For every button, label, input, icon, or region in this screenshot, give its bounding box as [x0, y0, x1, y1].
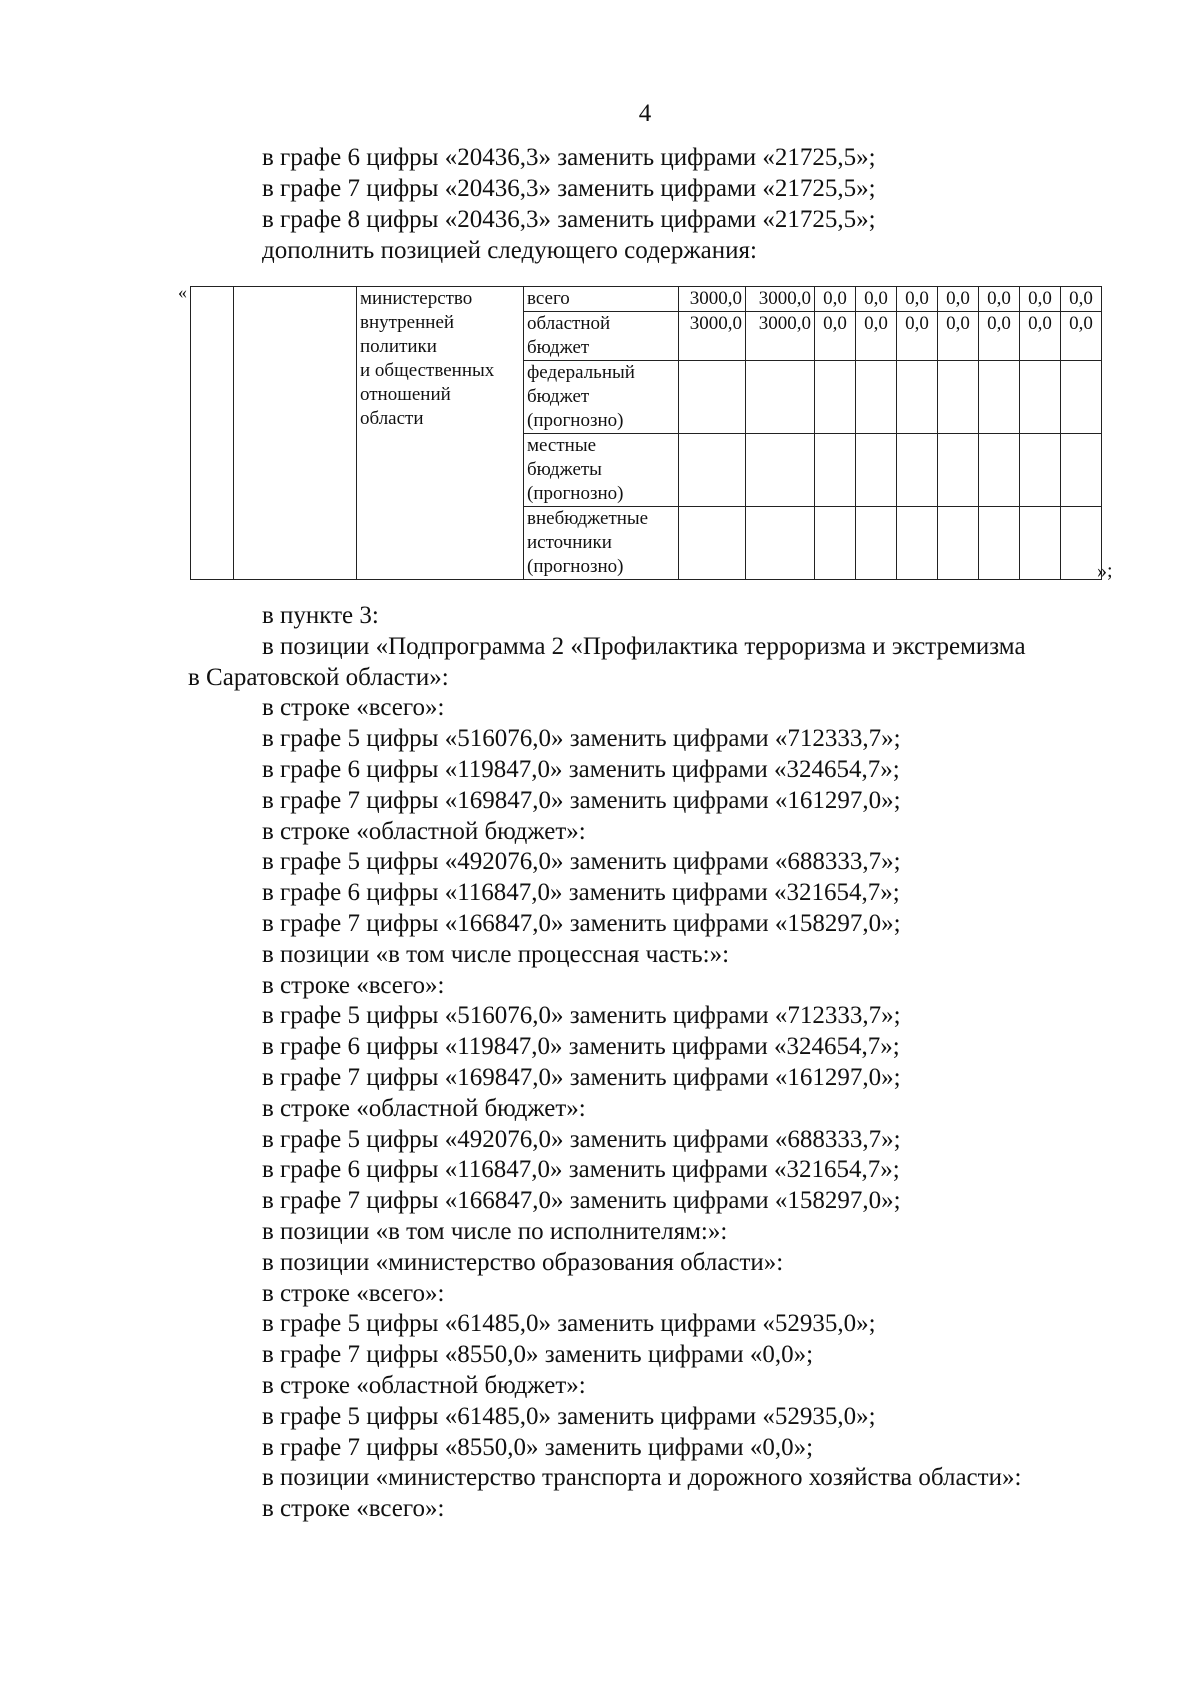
- body-line: в Саратовской области»:: [188, 663, 449, 691]
- body-line: в позиции «в том числе по исполнителям:»:: [262, 1218, 728, 1245]
- body-line: в строке «областной бюджет»:: [262, 817, 586, 845]
- value-cell: [679, 434, 746, 507]
- value-cell: [938, 434, 979, 507]
- body-line: в позиции «министерство образования области»:: [262, 1248, 784, 1276]
- intro-line: в графе 7 цифры «20436,3» заменить цифрами «21725,5»;: [262, 175, 876, 202]
- body-line: в графе 7 цифры «166847,0» заменить цифрами «158297,0»;: [262, 910, 901, 937]
- value-cell: [897, 507, 938, 580]
- body-line: в позиции «министерство транспорта и дорожного хозяйства области»:: [262, 1464, 1022, 1492]
- value-cell: 0,0: [1061, 312, 1102, 361]
- value-cell: 0,0: [979, 312, 1020, 361]
- value-cell: [1020, 361, 1061, 434]
- body-line: в строке «областной бюджет»:: [262, 1372, 586, 1399]
- value-cell: 3000,0: [679, 287, 746, 312]
- value-cell: 0,0: [856, 287, 897, 312]
- value-cell: 3000,0: [746, 312, 815, 361]
- body-line: в графе 5 цифры «61485,0» заменить цифрами «52935,0»;: [262, 1310, 876, 1338]
- body-line: в графе 5 цифры «492076,0» заменить цифрами «688333,7»;: [262, 1125, 901, 1153]
- value-cell: [856, 434, 897, 507]
- value-cell: 0,0: [815, 312, 856, 361]
- table-close-quote: »;: [1097, 560, 1113, 582]
- value-cell: 0,0: [938, 287, 979, 312]
- value-cell: 0,0: [897, 287, 938, 312]
- value-cell: [856, 361, 897, 434]
- value-cell: [979, 361, 1020, 434]
- body-line: в графе 6 цифры «119847,0» заменить цифрами «324654,7»;: [262, 756, 900, 783]
- value-cell: 0,0: [1020, 287, 1061, 312]
- value-cell: 0,0: [979, 287, 1020, 312]
- page-number: 4: [638, 100, 652, 127]
- body-line: в графе 5 цифры «61485,0» заменить цифрами «52935,0»;: [262, 1402, 876, 1430]
- body-line: в графе 6 цифры «116847,0» заменить цифрами «321654,7»;: [262, 879, 900, 907]
- value-cell: 3000,0: [746, 287, 815, 312]
- executor-cell: министерство внутренней политики и общественных отношений области: [357, 287, 524, 580]
- value-cell: [856, 507, 897, 580]
- value-cell: [1061, 434, 1102, 507]
- body-line: в графе 5 цифры «492076,0» заменить цифрами «688333,7»;: [262, 848, 901, 876]
- funding-source-cell: внебюджетные источники (прогнозно): [524, 507, 679, 580]
- value-cell: 0,0: [1020, 312, 1061, 361]
- value-cell: [938, 507, 979, 580]
- value-cell: [1061, 361, 1102, 434]
- body-line: в графе 7 цифры «169847,0» заменить цифрами «161297,0»;: [262, 1064, 901, 1091]
- value-cell: 0,0: [856, 312, 897, 361]
- body-line: в графе 7 цифры «169847,0» заменить цифрами «161297,0»;: [262, 786, 901, 814]
- value-cell: [746, 361, 815, 434]
- intro-line: дополнить позицией следующего содержания:: [262, 237, 757, 264]
- value-cell: [746, 434, 815, 507]
- funding-source-cell: всего: [524, 287, 679, 312]
- funding-source-cell: областной бюджет: [524, 312, 679, 361]
- value-cell: [815, 507, 856, 580]
- value-cell: [679, 361, 746, 434]
- body-line: в строке «областной бюджет»:: [262, 1094, 586, 1122]
- table-row: [191, 287, 1102, 312]
- value-cell: [679, 507, 746, 580]
- value-cell: 0,0: [897, 312, 938, 361]
- body-line: в графе 7 цифры «8550,0» заменить цифрами «0,0»;: [262, 1433, 814, 1461]
- blank-name-cell: [234, 287, 357, 580]
- value-cell: [938, 361, 979, 434]
- body-line: в строке «всего»:: [262, 1279, 445, 1307]
- value-cell: 0,0: [938, 312, 979, 361]
- value-cell: [746, 507, 815, 580]
- body-line: в строке «всего»:: [262, 1495, 445, 1523]
- value-cell: [815, 361, 856, 434]
- value-cell: 0,0: [815, 287, 856, 312]
- table-open-quote: «: [178, 282, 187, 302]
- body-line: в позиции «Подпрограмма 2 «Профилактика терроризма и экстремизма: [262, 632, 1026, 660]
- inserted-position-table: [190, 286, 1102, 580]
- body-line: в графе 6 цифры «119847,0» заменить цифрами «324654,7»;: [262, 1033, 900, 1061]
- value-cell: [897, 361, 938, 434]
- body-line: в графе 6 цифры «116847,0» заменить цифрами «321654,7»;: [262, 1156, 900, 1184]
- value-cell: [1020, 507, 1061, 580]
- value-cell: [979, 507, 1020, 580]
- funding-source-cell: федеральный бюджет (прогнозно): [524, 361, 679, 434]
- value-cell: [815, 434, 856, 507]
- body-line: в позиции «в том числе процессная часть:»:: [262, 940, 730, 968]
- body-line: в пункте 3:: [262, 602, 379, 629]
- value-cell: [897, 434, 938, 507]
- body-line: в графе 5 цифры «516076,0» заменить цифрами «712333,7»;: [262, 1002, 901, 1030]
- body-line: в строке «всего»:: [262, 694, 445, 722]
- intro-line: в графе 6 цифры «20436,3» заменить цифрами «21725,5»;: [262, 144, 876, 171]
- funding-source-cell: местные бюджеты (прогнозно): [524, 434, 679, 507]
- intro-line: в графе 8 цифры «20436,3» заменить цифрами «21725,5»;: [262, 206, 876, 233]
- value-cell: [1061, 507, 1102, 580]
- body-line: в строке «всего»:: [262, 971, 445, 999]
- value-cell: [979, 434, 1020, 507]
- blank-number-cell: [191, 287, 234, 580]
- value-cell: [1020, 434, 1061, 507]
- body-line: в графе 5 цифры «516076,0» заменить цифрами «712333,7»;: [262, 725, 901, 753]
- value-cell: 0,0: [1061, 287, 1102, 312]
- body-line: в графе 7 цифры «166847,0» заменить цифрами «158297,0»;: [262, 1187, 901, 1215]
- value-cell: 3000,0: [679, 312, 746, 361]
- body-line: в графе 7 цифры «8550,0» заменить цифрами «0,0»;: [262, 1341, 814, 1369]
